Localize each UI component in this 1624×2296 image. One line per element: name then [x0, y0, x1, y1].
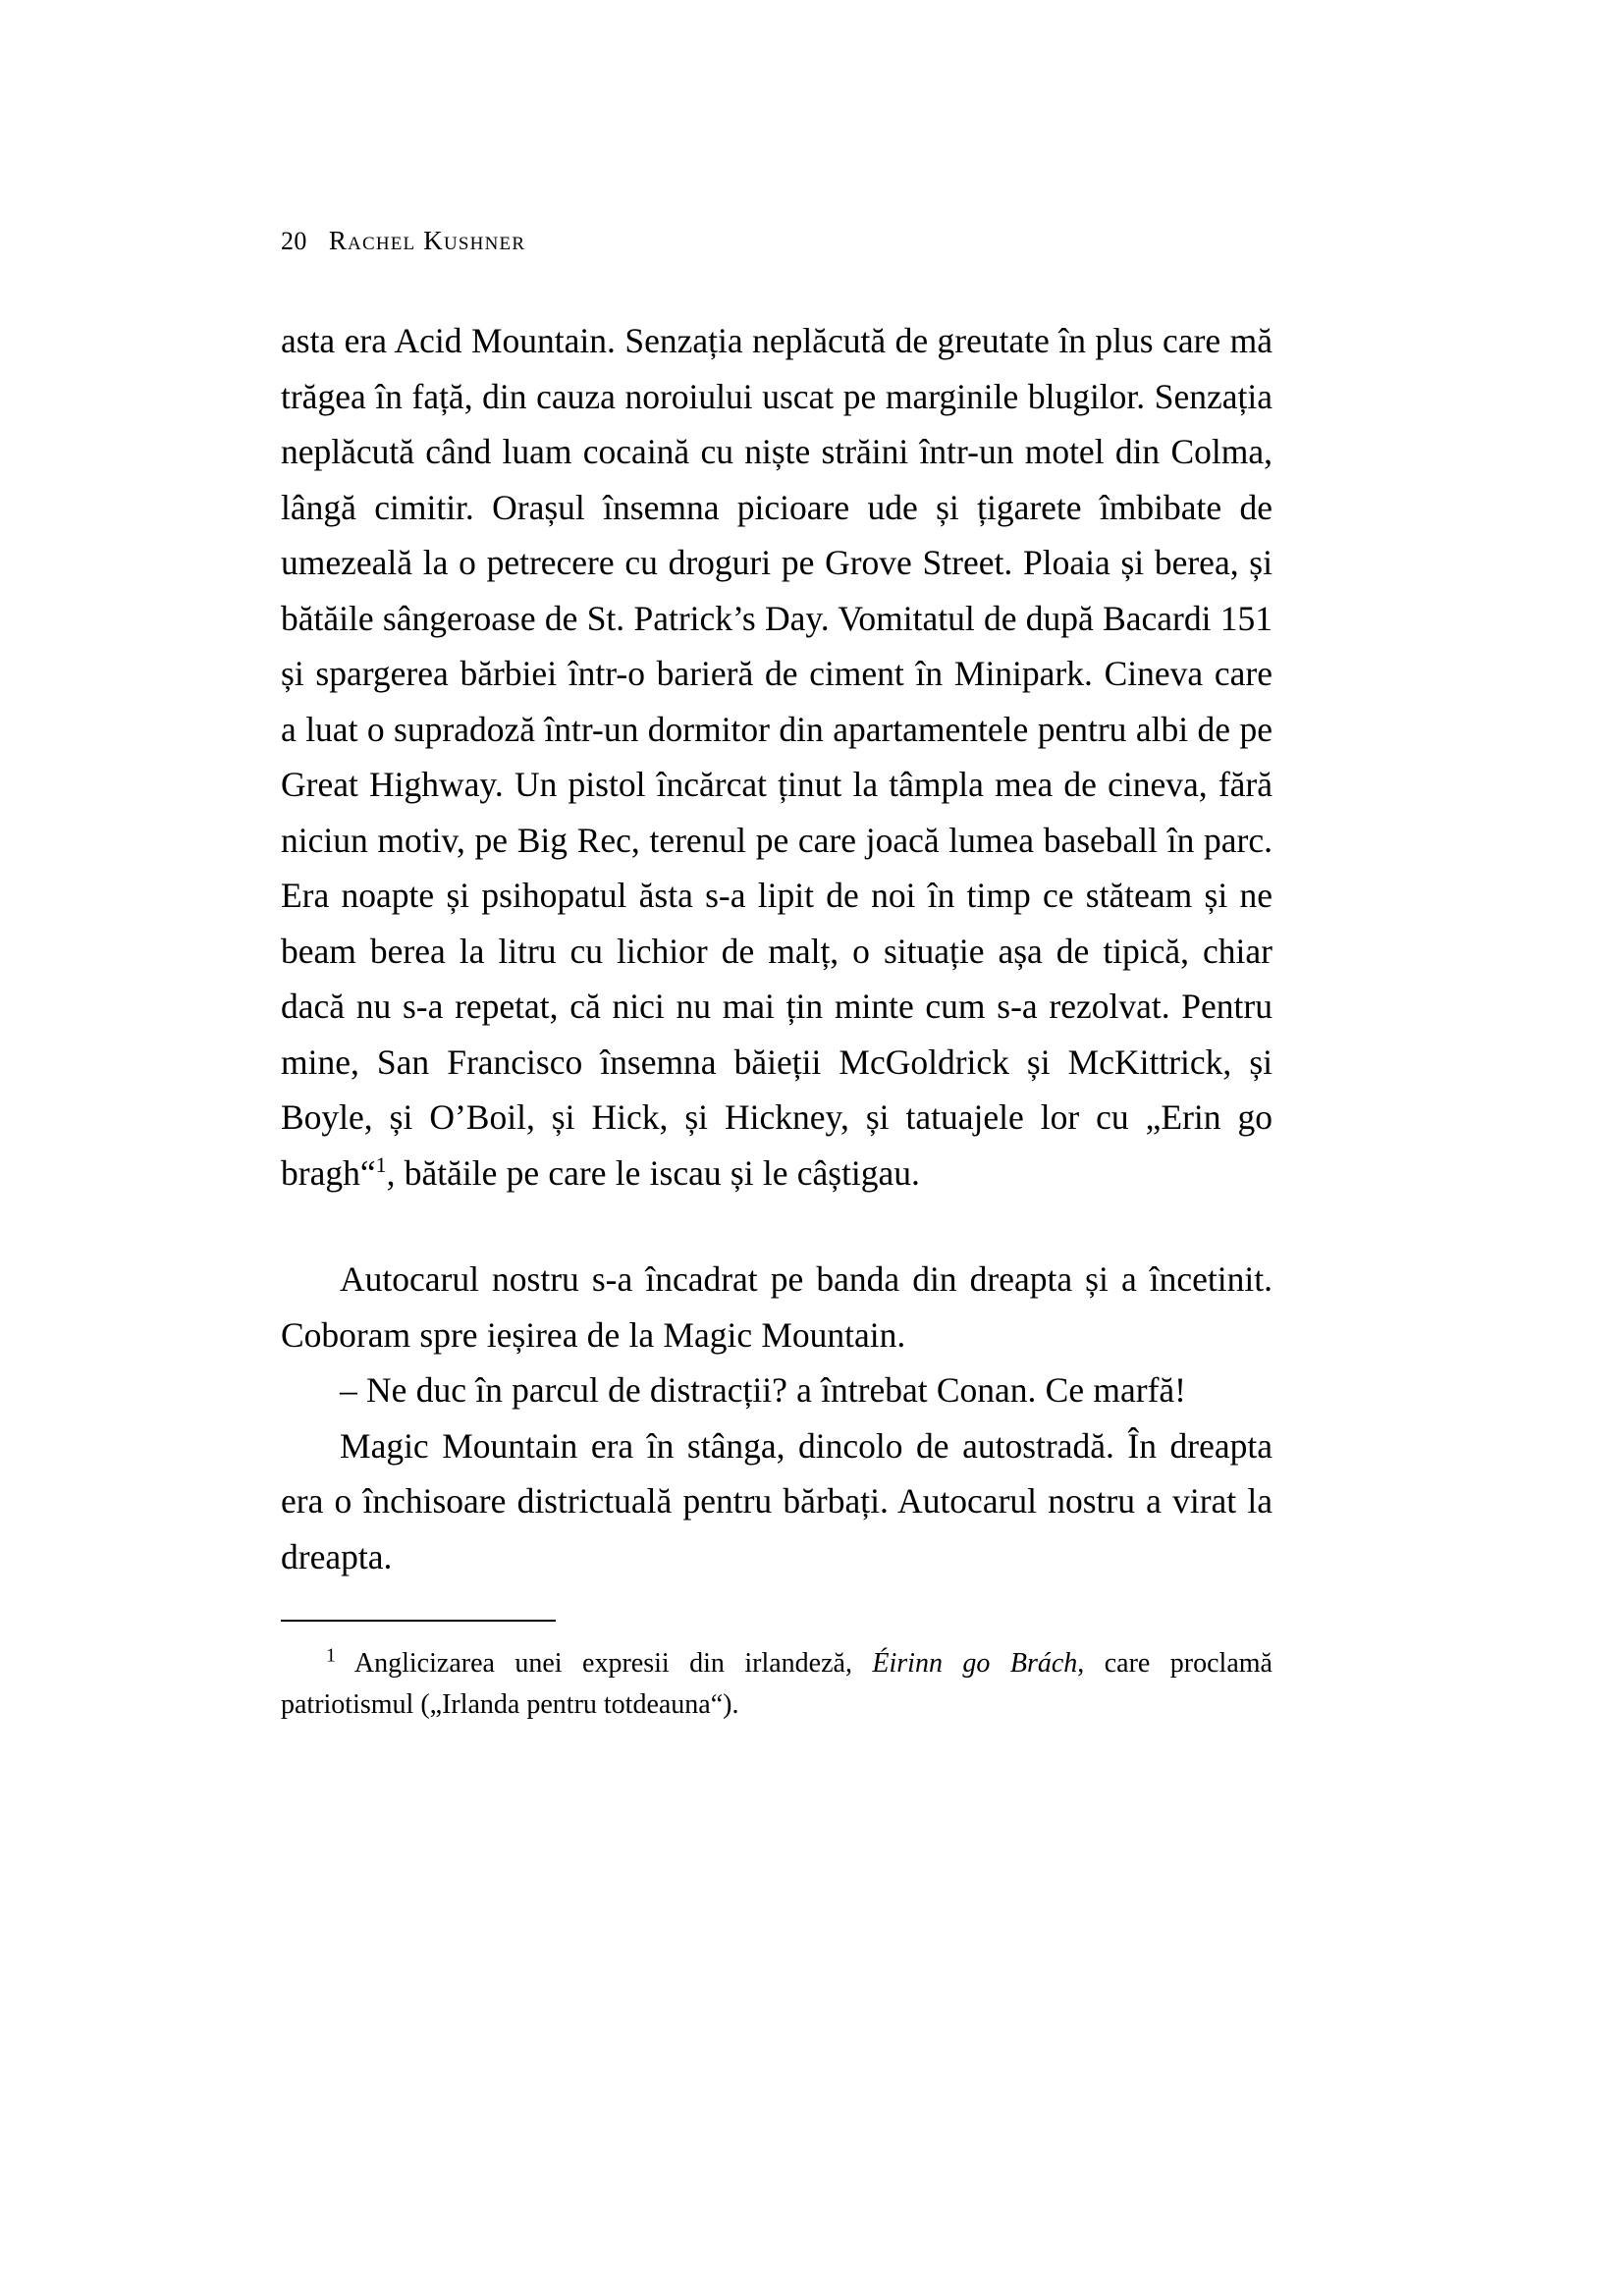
running-head: [281, 226, 1272, 256]
paragraph-4: Magic Mountain era în stânga, dincolo de autostradă. În dreapta era o închisoare districtuală pentru bărbați. Autocarul nostru a virat la dreapta.: [281, 1425, 1272, 1576]
paragraph-1-text: asta era Acid Mountain. Senzația neplăcută de greutate în plus care mă trăgea în față, din cauza noroiului uscat pe marginile blugilor. Senzația neplăcută când luam cocaină cu niște străini într-un motel din Colma, lângă cimitir. Orașul însemna picioare ude și țigarete îmbibate de umezeală la o petrecere cu droguri pe Grove Street. Ploaia și berea, și bătăile sângeroase de St. Patrick’s Day. Vomitatul de după Bacardi 151 și spargerea bărbiei într-o barieră de ciment în Minipark. Cineva care a luat o supradoză într-un dormitor din apartamentele pentru albi de pe Great Highway. Un pistol încărcat ținut la tâmpla mea de cineva, fără niciun motiv, pe Big Rec, terenul pe care joacă lumea baseball în parc. Era noapte și psihopatul ăsta s-a lipit de noi în timp ce stăteam și ne beam berea la litru cu lichior de malț, o situație așa de tipică, chiar dacă nu s-a repetat, că nici nu mai țin minte cum s-a rezolvat. Pentru mine, San Francisco însemna băieții McGoldrick și McKittrick, și Boyle, și O’Boil, și Hick, și Hickney, și tatuajele lor cu „Erin go bragh“: [281, 321, 1272, 1193]
paragraph-1: [281, 313, 1272, 1201]
footnote-marker: 1: [326, 1644, 336, 1667]
page-number: 20: [281, 227, 307, 255]
paragraph-3: – Ne duc în parcul de distracții? a întrebat Conan. Ce marfă!: [340, 1370, 1186, 1410]
footnote: [281, 1643, 1272, 1726]
paragraph-1-text-tail: , bătăile pe care le iscau și le câștigau.: [386, 1152, 920, 1193]
paragraph-2: Autocarul nostru s-a încadrat pe banda din dreapta și a încetinit. Coboram spre ieșirea de la Magic Mountain.: [281, 1259, 1272, 1355]
footnote-separator-rule: [281, 1620, 556, 1622]
footnote-text-part1: Anglicizarea unei expresii din irlandeză,: [336, 1648, 873, 1679]
footnote-text-part2: , care proclamă patriotismul („Irlanda pentru totdeauna“).: [281, 1648, 1272, 1720]
running-head-author: Rachel Kushner: [328, 226, 526, 255]
footnote-italic-phrase: Éirinn go Brách: [872, 1648, 1078, 1679]
footnote-reference-marker[interactable]: 1: [375, 1151, 387, 1177]
page-content: [281, 226, 1272, 1726]
body-text-block: [281, 313, 1272, 1584]
